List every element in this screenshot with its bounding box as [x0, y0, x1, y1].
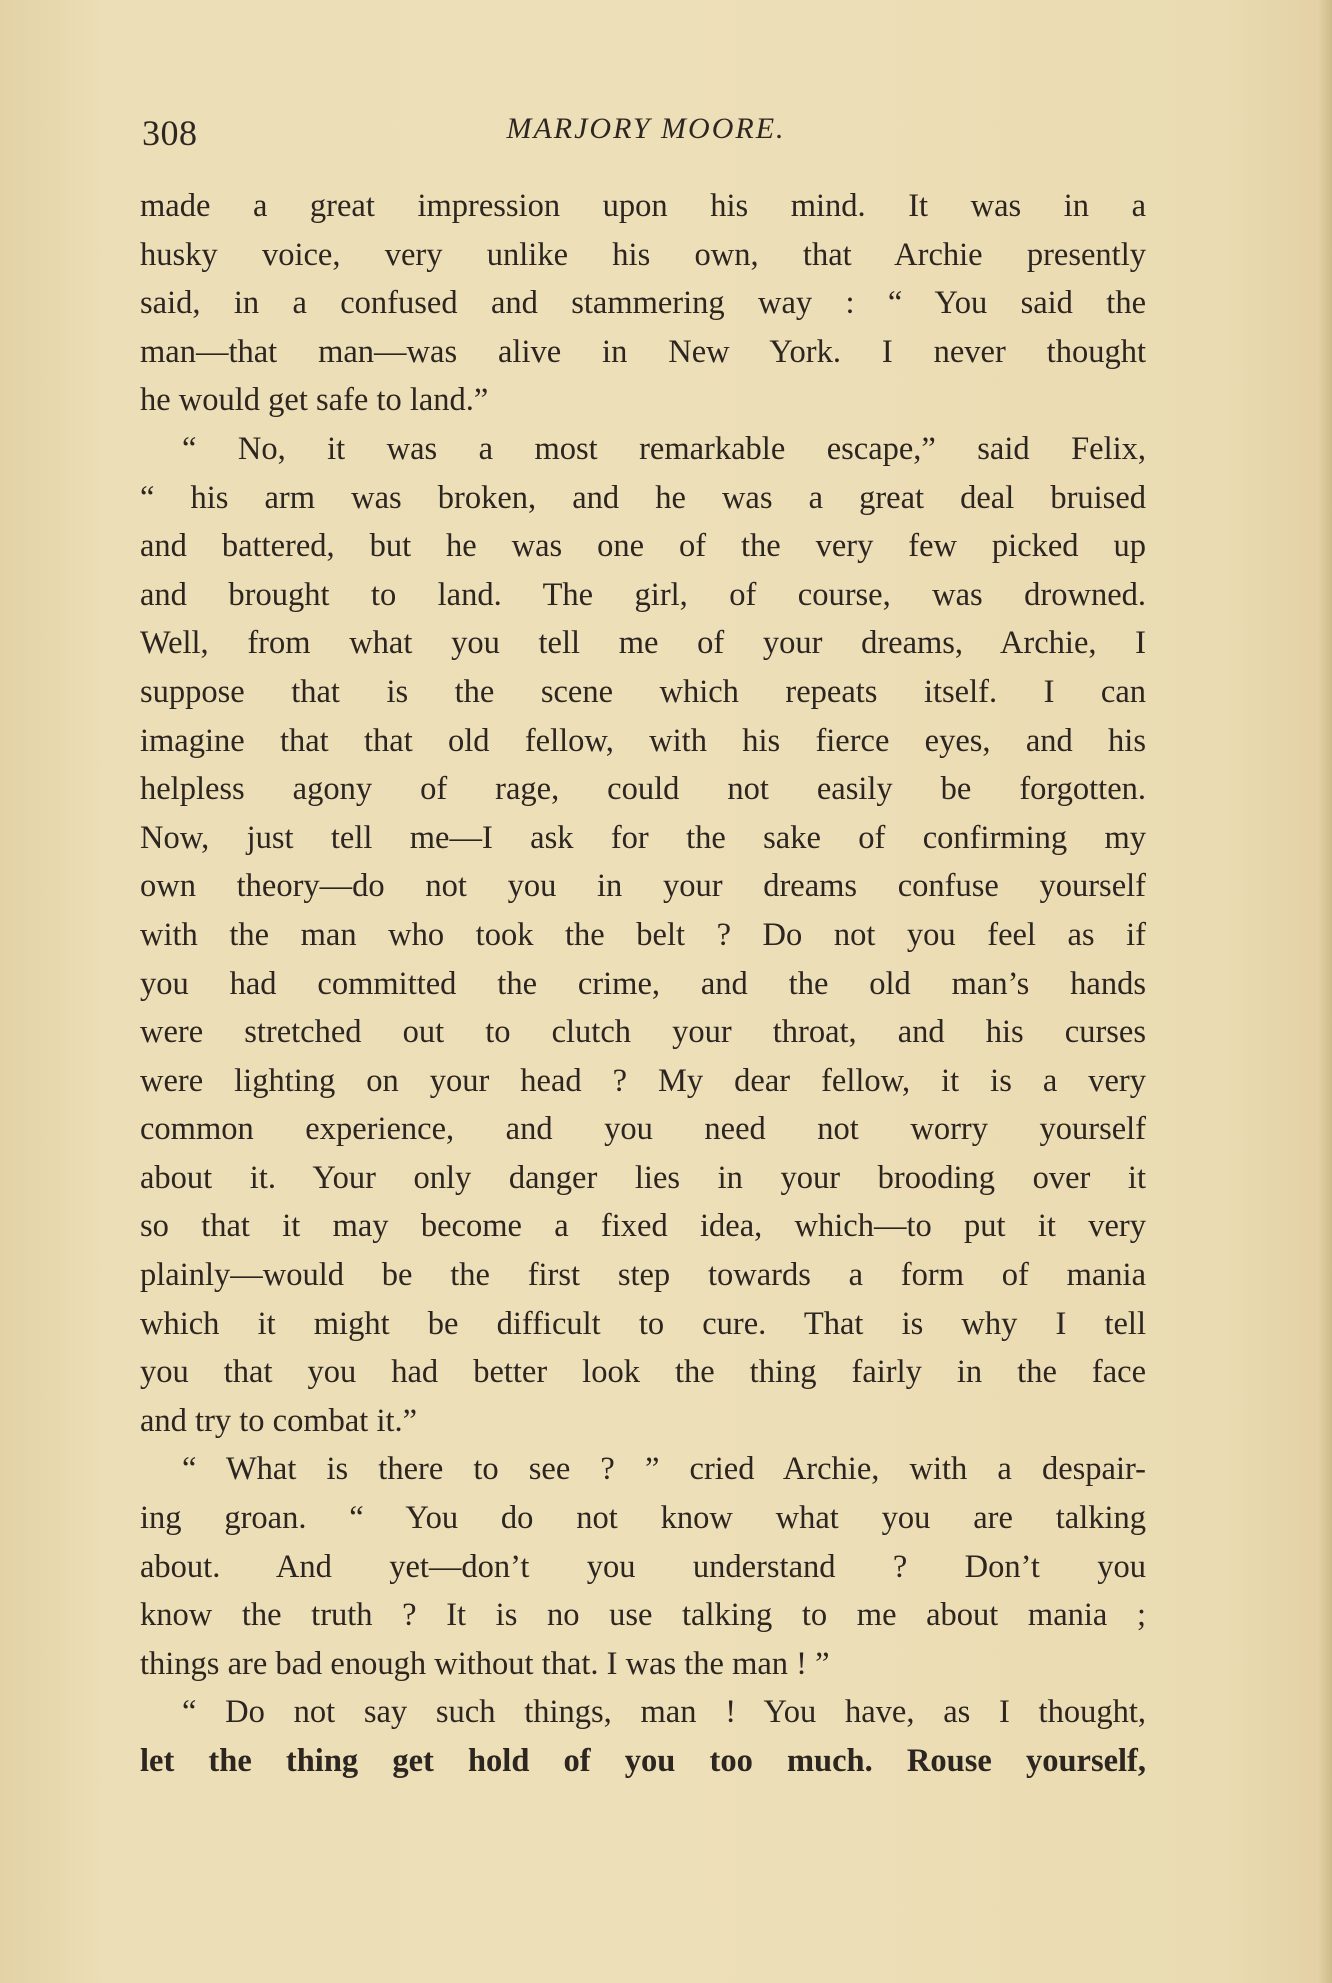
text-line: so that it may become a fixed idea, which—to put it very: [140, 1208, 1146, 1245]
text-line: things are bad enough without that. I was the man ! ”: [140, 1645, 830, 1682]
page-number: 308: [142, 113, 198, 153]
text-line: own theory—do not you in your dreams confuse yourself: [140, 868, 1146, 905]
text-line: know the truth ? It is no use talking to me about mania ;: [140, 1597, 1146, 1634]
text-line: let the thing get hold of you too much. Rouse yourself,: [140, 1743, 1146, 1779]
text-line: plainly—would be the first step towards a form of mania: [140, 1257, 1146, 1294]
body-text: [140, 182, 1146, 1786]
text-line: and battered, but he was one of the very few picked up: [140, 528, 1146, 565]
text-line: were stretched out to clutch your throat, and his curses: [140, 1014, 1146, 1051]
text-line: with the man who took the belt ? Do not you feel as if: [140, 916, 1146, 953]
text-line: husky voice, very unlike his own, that Archie presently: [140, 236, 1146, 273]
text-line: about it. Your only danger lies in your brooding over it: [140, 1159, 1146, 1196]
text-line: Now, just tell me—I ask for the sake of confirming my: [140, 819, 1146, 856]
text-line: about. And yet—don’t you understand ? Don’t you: [140, 1548, 1146, 1585]
page-edge-shadow: [1318, 0, 1332, 1983]
text-line: and try to combat it.”: [140, 1402, 418, 1439]
text-line: “ his arm was broken, and he was a great deal bruised: [140, 479, 1146, 516]
text-line: made a great impression upon his mind. It was in a: [140, 188, 1146, 224]
text-line: and brought to land. The girl, of course, was drowned.: [140, 576, 1146, 613]
text-line: you had committed the crime, and the old man’s hands: [140, 965, 1146, 1002]
text-line: Well, from what you tell me of your dreams, Archie, I: [140, 625, 1146, 662]
text-line: “ No, it was a most remarkable escape,” said Felix,: [182, 430, 1146, 467]
text-line: man—that man—was alive in New York. I never thought: [140, 333, 1146, 370]
text-line: helpless agony of rage, could not easily be forgotten.: [140, 771, 1146, 808]
text-line: which it might be difficult to cure. That is why I tell: [140, 1305, 1146, 1342]
text-line: you that you had better look the thing fairly in the face: [140, 1354, 1146, 1391]
text-line: “ What is there to see ? ” cried Archie, with a despair-: [182, 1451, 1146, 1488]
running-title: MARJORY MOORE.: [506, 112, 786, 145]
text-line: imagine that that old fellow, with his fierce eyes, and his: [140, 722, 1146, 759]
text-line: said, in a confused and stammering way : “ You said the: [140, 285, 1146, 322]
text-line: he would get safe to land.”: [140, 382, 489, 419]
text-line: ing groan. “ You do not know what you are talking: [140, 1500, 1146, 1537]
text-line: were lighting on your head ? My dear fellow, it is a very: [140, 1062, 1146, 1099]
text-line: suppose that is the scene which repeats itself. I can: [140, 673, 1146, 710]
text-line: common experience, and you need not worry yourself: [140, 1111, 1146, 1148]
page-header: [140, 112, 1152, 162]
text-line: “ Do not say such things, man ! You have, as I thought,: [182, 1694, 1146, 1731]
